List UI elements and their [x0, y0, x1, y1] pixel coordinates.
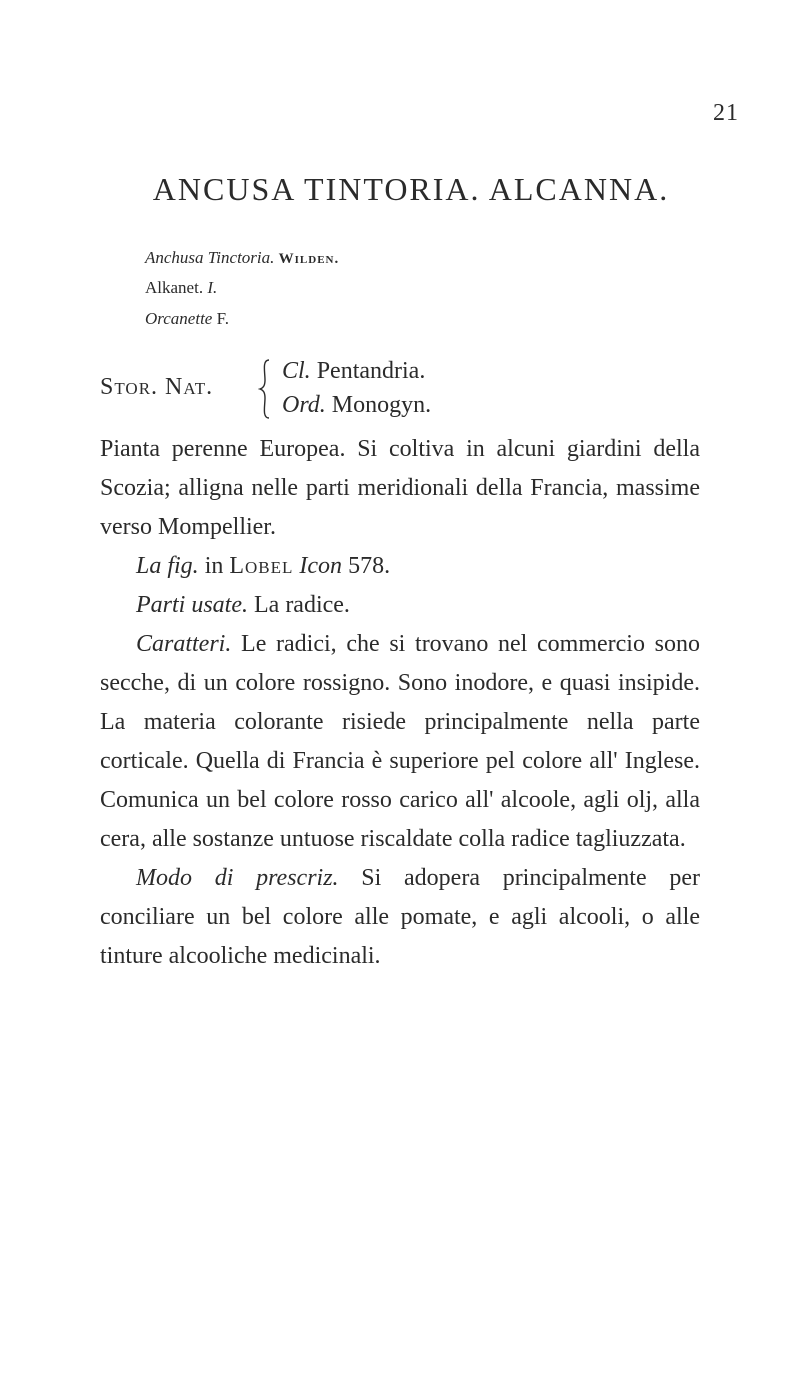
class-abbr: Cl. — [282, 358, 311, 384]
order-line — [282, 392, 431, 419]
characters-label: Caratteri. — [136, 631, 232, 657]
classification-label: Stor. Nat. — [100, 374, 214, 400]
prescription-label: Modo di prescriz. — [136, 865, 339, 891]
paragraph-prescription — [100, 859, 700, 976]
paragraph-characters — [100, 625, 700, 859]
parts-used-label: Parti usate. — [136, 592, 248, 618]
synonym-name: Anchusa Tinctoria. — [145, 248, 275, 267]
parts-used-text: La radice. — [254, 592, 350, 618]
classification-block — [100, 358, 740, 428]
paragraph-parts-used — [100, 586, 700, 625]
synonym-author: Wilden. — [278, 251, 340, 267]
class-line — [282, 358, 425, 385]
figure-label: La fig. — [136, 553, 199, 579]
synonym-line-latin — [145, 247, 339, 270]
synonym-line-english — [145, 277, 217, 299]
brace-icon — [258, 358, 272, 420]
paragraph-description: Pianta perenne Europea. Si coltiva in alcuni giardini della Scozia; alligna nelle parti meridionali della Francia, massime verso Mompellier. — [100, 436, 700, 540]
figure-author: Lobel — [229, 553, 294, 579]
body-text — [100, 430, 700, 976]
synonym-author: F. — [216, 309, 229, 328]
prescription-text: Si adopera principalmente per conciliare un bel colore alle pomate, e agli alcooli, o alle tinture alcooliche medicinali. — [100, 865, 700, 969]
characters-text: Le radici, che si trovano nel commercio sono secche, di un colore rossigno. Sono inodore, e quasi insipide. La materia colorante risiede principalmente nella parte corticale. Quella di Francia è superiore pel colore all' Inglese. Comunica un bel colore rosso carico all' alcoole, agli olj, alla cera, alle sostanze untuose riscaldate colla radice tagliuzzata. — [100, 631, 700, 852]
figure-number: 578. — [348, 553, 391, 579]
synonym-line-french — [145, 308, 229, 330]
page-number: 21 — [713, 100, 739, 126]
synonym-author: I. — [207, 278, 218, 297]
page-title: ANCUSA TINTORIA. ALCANNA. — [152, 171, 670, 207]
figure-in: in — [204, 553, 224, 579]
order-value: Monogyn. — [331, 392, 432, 418]
figure-work: Icon — [299, 553, 343, 579]
synonym-name: Alkanet. — [145, 278, 204, 297]
class-value: Pentandria. — [316, 358, 426, 384]
paragraph-figure — [100, 547, 700, 586]
order-abbr: Ord. — [282, 392, 326, 418]
synonym-name: Orcanette — [145, 309, 213, 328]
